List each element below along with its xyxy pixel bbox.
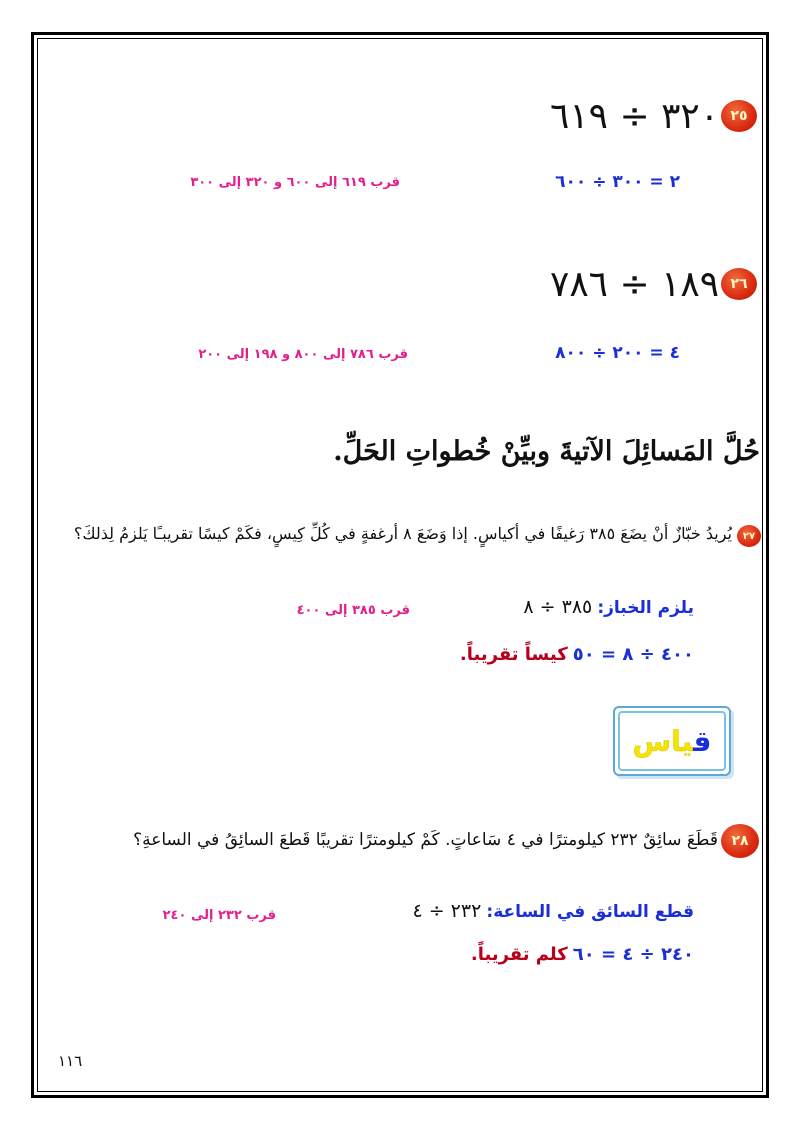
- qiyas-part-1: ق: [693, 724, 712, 758]
- rounding-hint: قرب ٧٨٦ إلى ٨٠٠ و ١٩٨ إلى ٢٠٠: [198, 347, 408, 362]
- rounding-hint: قرب ٣٨٥ إلى ٤٠٠: [296, 603, 410, 618]
- page-number: ١١٦: [58, 1052, 83, 1070]
- problem-number-badge: [721, 100, 757, 132]
- answer-text: كيساً تقريباً.: [459, 644, 568, 665]
- step-expression: ٢٣٢ ÷ ٤: [412, 900, 482, 922]
- step-label: قطع السائق في الساعة:: [486, 902, 694, 922]
- question-text: قَطَعَ سائِقٌ ٢٣٢ كيلومترًا في ٤ سَاعاتٍ. كَمْ كيلومترًا تقريبًا قَطعَ السائِقُ في الساعةِ؟: [133, 830, 718, 850]
- step-line: [412, 900, 694, 922]
- problem-number-badge: [721, 268, 757, 300]
- answer-line: [460, 644, 694, 665]
- solution-line: ٤ = ٢٠٠ ÷ ٨٠٠: [555, 343, 680, 363]
- problem-number: ٢٧: [742, 530, 756, 542]
- problem-expression: ١٨٩ ÷ ٧٨٦: [550, 264, 720, 305]
- question-text: يُريدُ خبّازٌ أنْ يضَعَ ٣٨٥ رَغيفًا في أكياسٍ. إذا وَضَعَ ٨ أرغفةٍ في كُلِّ كِيسٍ، فكَمْ كيسًا تقريبـًا يَلزمُ لِذلكَ؟: [73, 524, 732, 543]
- problem-number: ٢٥: [730, 108, 748, 124]
- page-frame-inner: [37, 38, 763, 1092]
- answer-line: [471, 944, 694, 965]
- problem-expression: ٣٢٠ ÷ ٦١٩: [550, 96, 720, 137]
- step-label: يلزم الخباز:: [597, 598, 694, 618]
- solution-line: ٢ = ٣٠٠ ÷ ٦٠٠: [555, 172, 680, 192]
- qiyas-part-3: س: [632, 724, 672, 758]
- qiyas-part-2: يا: [671, 724, 694, 758]
- step-line: [523, 596, 694, 618]
- problem-number: ٢٦: [730, 276, 748, 292]
- rounding-hint: قرب ٦١٩ إلى ٦٠٠ و ٣٢٠ إلى ٣٠٠: [190, 175, 400, 190]
- rounding-hint: قرب ٢٣٢ إلى ٢٤٠: [162, 908, 276, 923]
- qiyas-label: [618, 711, 726, 771]
- answer-expression: ٢٤٠ ÷ ٤ = ٦٠: [572, 944, 694, 965]
- section-heading: حُلَّ المَسائِلَ الآتيةَ وبيِّنْ خُطواتِ الحَلِّ.: [333, 436, 760, 467]
- answer-expression: ٤٠٠ ÷ ٨ = ٥٠: [572, 644, 694, 665]
- problem-number-badge: [721, 824, 759, 858]
- step-expression: ٣٨٥ ÷ ٨: [523, 596, 593, 618]
- problem-number: ٢٨: [731, 833, 749, 849]
- problem-number-badge: [737, 525, 761, 547]
- answer-text: كلم تقريباً.: [470, 944, 568, 965]
